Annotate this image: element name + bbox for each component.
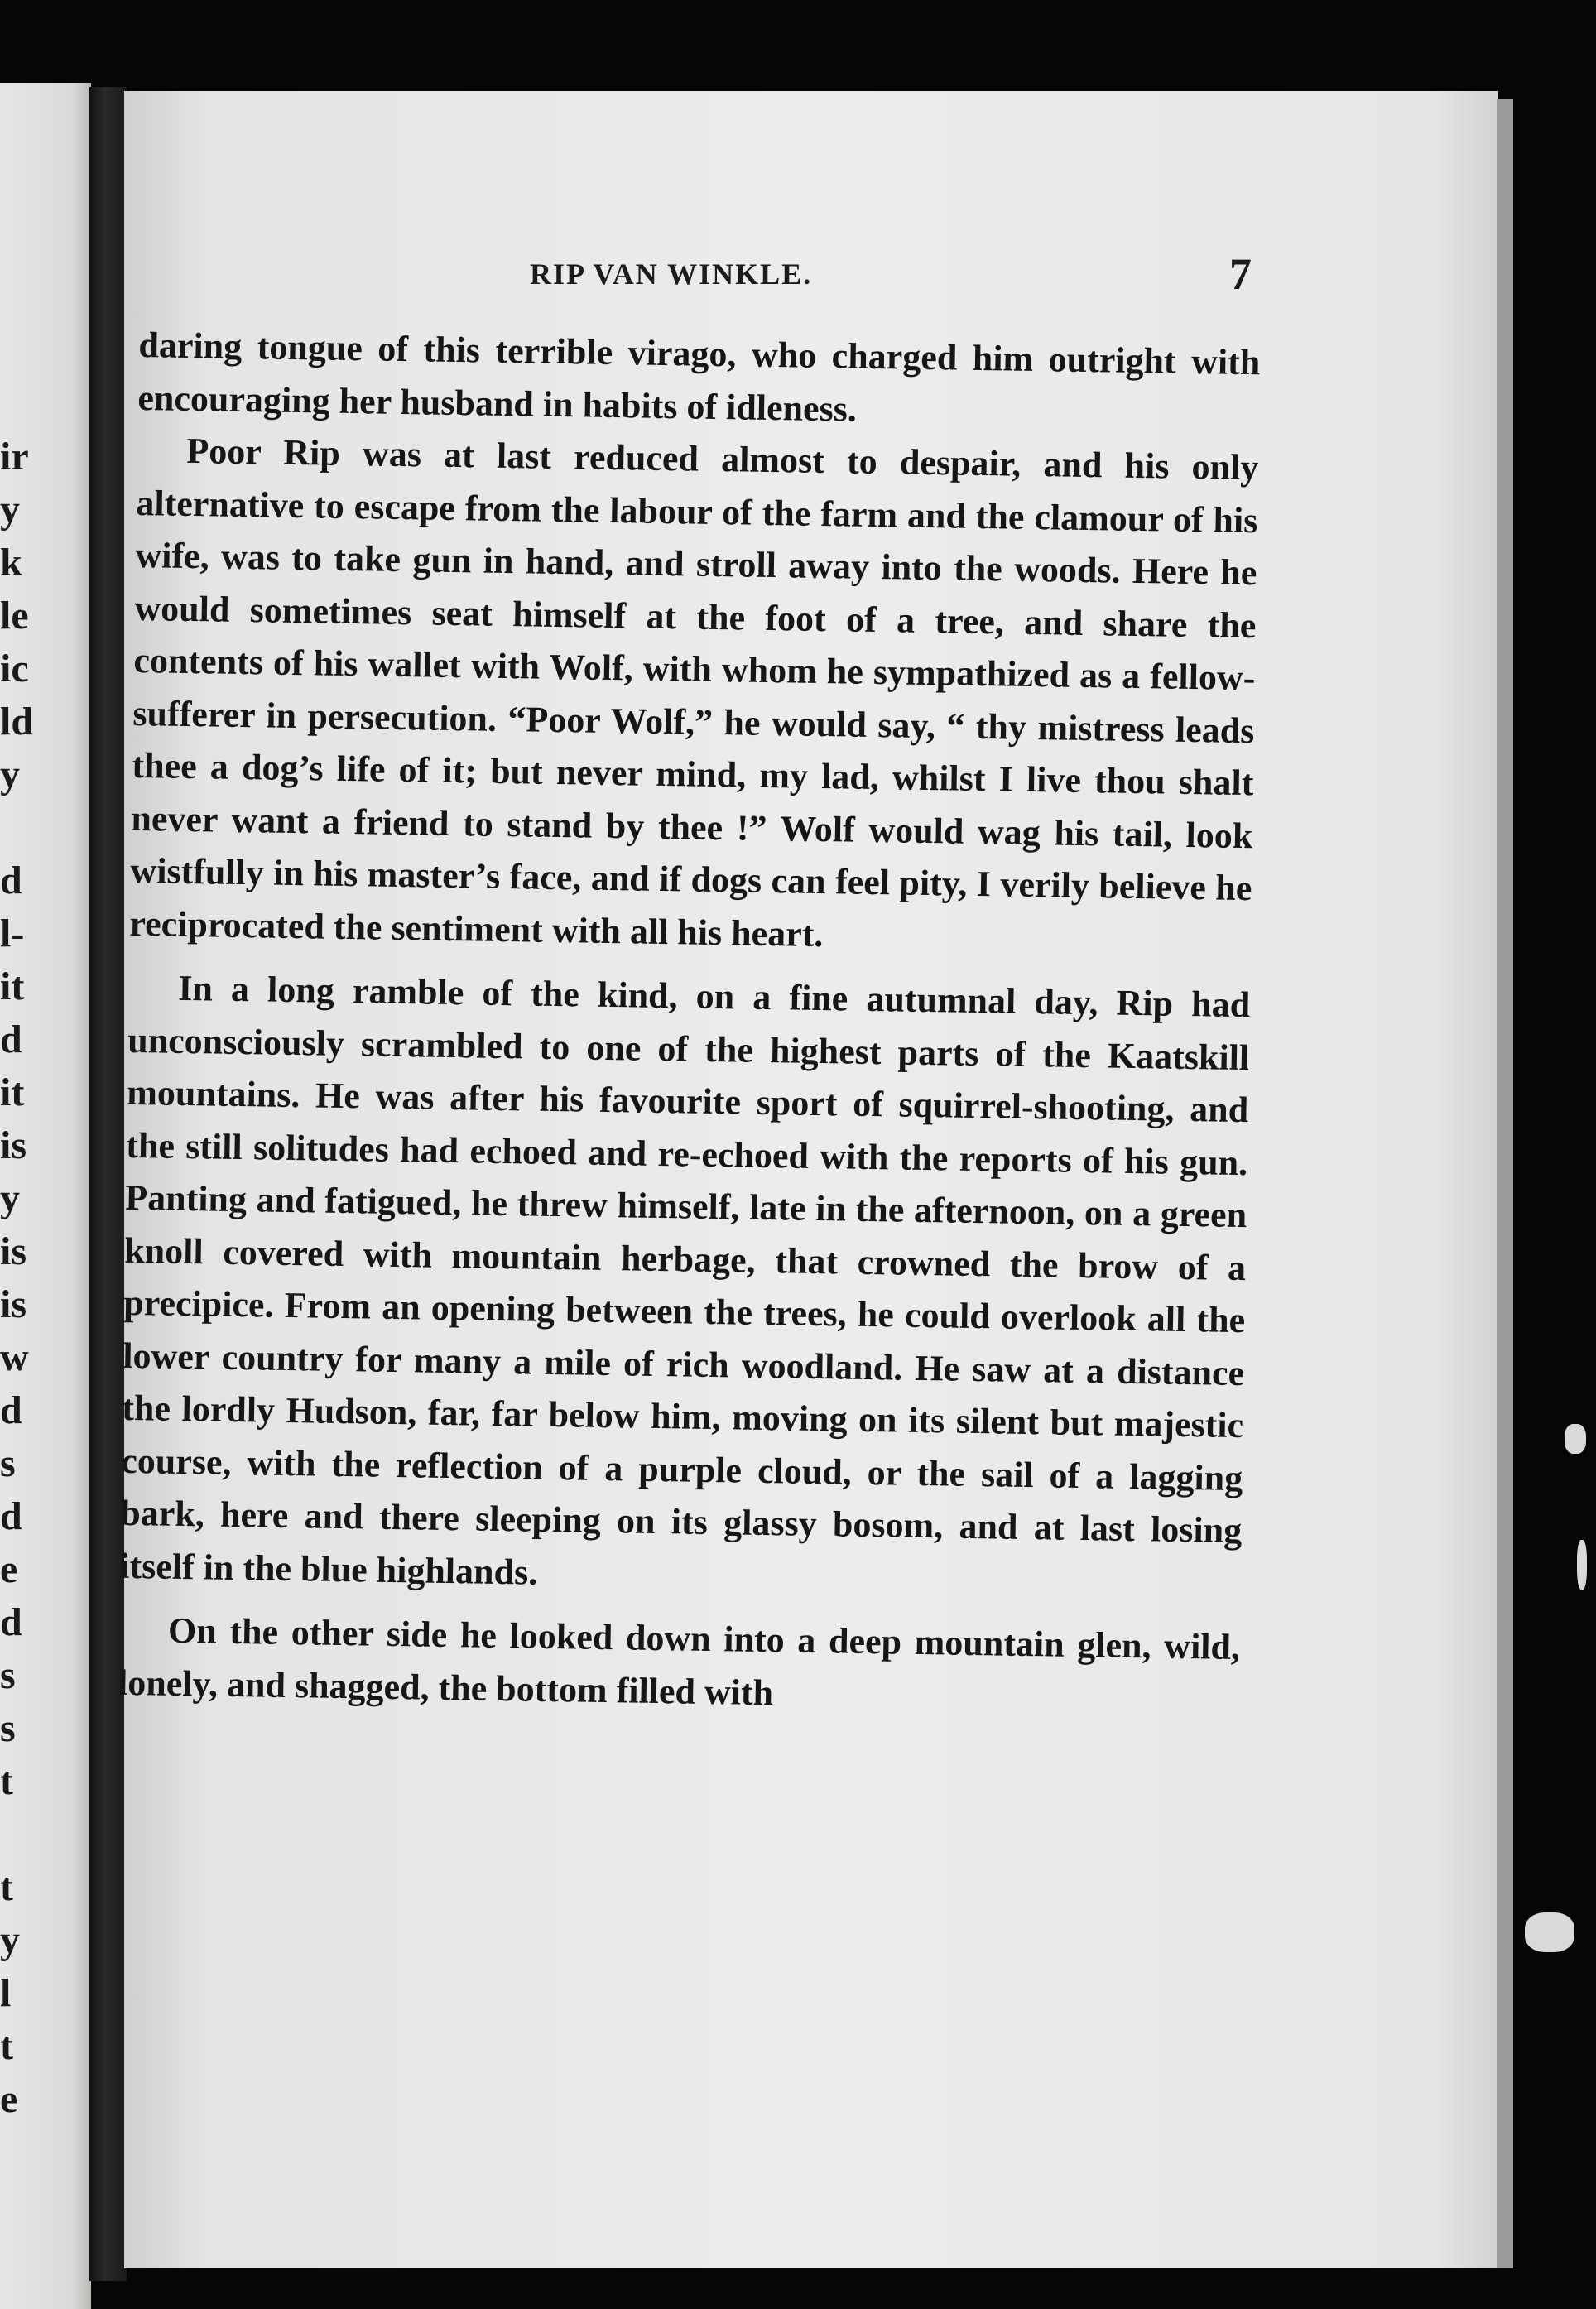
margin-fragment: [0, 801, 33, 854]
page-edge: [1497, 99, 1513, 2268]
margin-fragment: d: [0, 1600, 22, 1644]
previous-page-line-endings: [0, 431, 33, 2126]
margin-fragment: y: [0, 1176, 20, 1220]
page-header: [530, 248, 1258, 306]
margin-fragment: d: [0, 1017, 22, 1061]
running-title: RIP VAN WINKLE.: [530, 257, 813, 291]
margin-fragment: is: [0, 1229, 27, 1273]
margin-fragment: it: [0, 964, 25, 1008]
margin-fragment: s: [0, 1706, 16, 1750]
margin-fragment: it: [0, 1070, 25, 1114]
margin-fragment: ic: [0, 647, 29, 690]
margin-fragment: s: [0, 1441, 16, 1485]
margin-fragment: t: [0, 2024, 13, 2068]
margin-fragment: d: [0, 859, 22, 902]
margin-fragment: d: [0, 1494, 22, 1538]
body-text: [118, 319, 1261, 1726]
margin-fragment: t: [0, 1759, 13, 1803]
page-number: 7: [1229, 249, 1252, 299]
margin-fragment: k: [0, 541, 22, 584]
margin-fragment: [0, 1808, 33, 1861]
paragraph: Poor Rip was at last reduced almost to despair, and his only alternative to escape from the labour of the farm and the clamour of his wife, was to take gun in hand, and stroll away into the woods. Here he would sometimes seat himself at the foot of a tree, and share the contents of his wallet with Wolf, with whom he sympathized as a fellow-sufferer in persecution. “Poor Wolf,” he would say, “ thy mistress leads thee a dog’s life of it; but never mind, my lad, whilst I live thou shalt never want a friend to stand by thee !” Wolf would wag his tail, look wistfully in his master’s face, and if dogs can feel pity, I verily believe he reciprocated the sentiment with all his heart.: [129, 430, 1259, 955]
margin-fragment: ir: [0, 435, 29, 479]
margin-fragment: is: [0, 1282, 27, 1326]
margin-fragment: l: [0, 1971, 12, 2015]
margin-fragment: ld: [0, 700, 34, 743]
paragraph-continuation: daring tongue of this terrible virago, who charged him outright with encouraging her husband in habits of idleness.: [137, 324, 1261, 430]
book-gutter: [89, 87, 127, 2281]
scan-speck: [1565, 1424, 1586, 1454]
previous-page-fragment: [0, 83, 91, 2309]
margin-fragment: t: [0, 1865, 13, 1909]
margin-fragment: e: [0, 2077, 18, 2121]
margin-fragment: y: [0, 753, 20, 796]
paragraph: On the other side he looked down into a deep mountain glen, wild, lonely, and shagged, the bottom filled with: [117, 1609, 1241, 1713]
paragraph: In a long ramble of the kind, on a fine autumnal day, Rip had unconsciously scrambled to one of the highest parts of the Kaatskill mountains. He was after his favourite sport of squirrel-shooting, and the still solitudes had echoed and re-echoed with the reports of his gun. Panting and fatigued, he threw himself, late in the afternoon, on a green knoll covered with mountain herbage, that crowned the brow of a precipice. From an opening between the trees, he could overlook all the lower country for many a mile of rich woodland. He saw at a distance the lordly Hudson, far, far below him, moving on its silent but majestic course, with the reflection of a purple cloud, or the sail of a lagging bark, here and there sleeping on its glassy bosom, and at last losing itself in the blue highlands.: [118, 967, 1251, 1593]
margin-fragment: y: [0, 1918, 20, 1962]
scan-speck: [1525, 1912, 1574, 1952]
margin-fragment: l-: [0, 912, 25, 955]
margin-fragment: y: [0, 488, 20, 532]
margin-fragment: le: [0, 594, 29, 637]
margin-fragment: s: [0, 1653, 16, 1697]
margin-fragment: e: [0, 1547, 18, 1591]
margin-fragment: is: [0, 1123, 27, 1167]
margin-fragment: w: [0, 1335, 29, 1379]
margin-fragment: d: [0, 1388, 22, 1432]
scan-speck: [1577, 1540, 1587, 1590]
